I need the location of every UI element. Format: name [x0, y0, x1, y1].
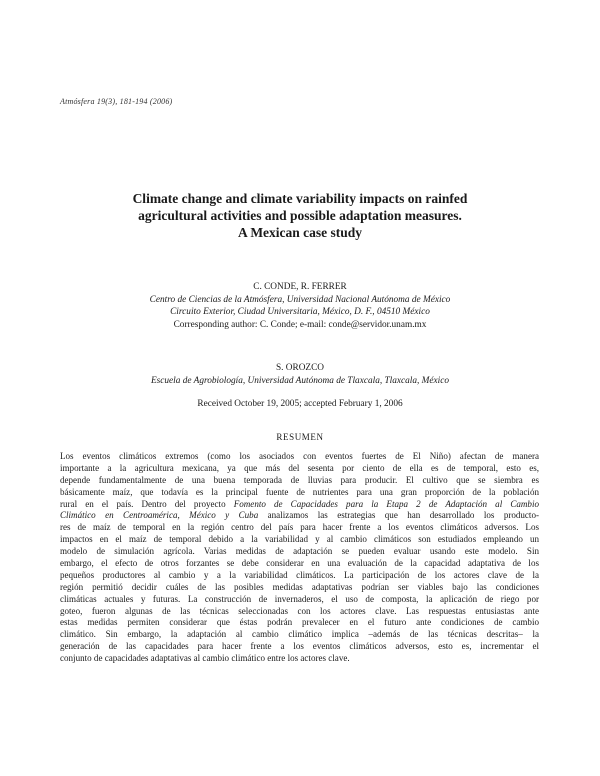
paper-title [60, 190, 540, 241]
title-line-3: A Mexican case study [237, 225, 363, 240]
affiliation-line: Centro de Ciencias de la Atmósfera, Universidad Nacional Autónoma de México [149, 294, 451, 305]
abstract-line: básicamente maíz, que todavía es la principal fuente de nutrientes para una gran proporción de la población [60, 486, 539, 497]
abstract-line: Los eventos climáticos extremos (como los asociados con eventos fuertes de El Niño) afectan de manera [60, 451, 539, 461]
title-line-2: agricultural activities and possible adaptation measures. [138, 208, 462, 223]
abstract-body [60, 451, 539, 665]
abstract-line: climáticas actuales y futuras. La construcción de invernaderos, el uso de composta, la aplicación de riego por [60, 593, 539, 604]
abstract-line: impactos en el maíz de temporal debido a la variabilidad y al cambio climáticos son estudiados empleando un [60, 534, 539, 545]
author-block-1 [60, 281, 540, 331]
correspondence-line: Corresponding author: C. Conde; e-mail: conde@servidor.unam.mx [173, 319, 427, 330]
affiliation-line: Escuela de Agrobiología, Universidad Autónoma de Tlaxcala, Tlaxcala, México [150, 375, 450, 386]
author-names: C. CONDE, R. FERRER [253, 282, 347, 292]
abstract-line: rural en el país. Dentro del proyecto Fomento de Capacidades para la Etapa 2 de Adaptación al Cambio [60, 498, 539, 509]
abstract-line: res de maíz de temporal en la región centro del país para hacer frente a los eventos climáticos adversos. Los [60, 522, 539, 533]
author-block-2 [60, 362, 540, 387]
abstract-line: región permitió decidir cuáles de las posibles medidas adaptativas podrían ser viables bajo las condiciones [60, 581, 539, 592]
abstract-line: climático. Sin embargo, la adaptación al cambio climático implica –además de las técnicas descritas– la [60, 629, 539, 640]
title-line-1: Climate change and climate variability impacts on rainfed [132, 191, 468, 206]
author-names: S. OROZCO [275, 363, 325, 373]
abstract-line: conjunto de capacidades adaptativas al cambio climático entre los actores clave. [60, 653, 350, 664]
abstract-line: pequeños productores al cambio y a la variabilidad climáticos. La participación de los actores clave de la [60, 569, 539, 580]
abstract-line: embargo, el efecto de otros forzantes se debe considerar en una evaluación de la capacidad adaptativa de los [60, 558, 539, 569]
abstract-line: goteo, fueron algunas de las técnicas seleccionadas con los actores clave. Las respuestas entusiastas ante [60, 605, 539, 616]
abstract-line: depende fundamentalmente de una buena temporada de lluvias para producir. El cultivo que se siembra es [60, 474, 539, 485]
abstract-line: generación de las capacidades para hacer frente a los eventos climáticos adversos, esto es, incrementar el [60, 641, 539, 652]
affiliation-address: Circuito Exterior, Ciudad Universitaria, México, D. F., 04510 México [170, 307, 430, 317]
received-dates: Received October 19, 2005; accepted February 1, 2006 [197, 399, 403, 409]
journal-reference: Atmósfera 19(3), 181-194 (2006) [60, 97, 173, 106]
abstract-heading: RESUMEN [276, 432, 324, 442]
abstract-line: Climático en Centroamérica, México y Cuba analizamos las estrategias que han desarrollado los producto- [60, 510, 539, 521]
abstract-line: estas medidas permiten considerar que éstas podrán prevalecer en el futuro ante condiciones de cambio [60, 617, 539, 628]
abstract-line: importante a la agricultura mexicana, ya que más del sesenta por ciento de ella es de temporal, esto es, [60, 462, 539, 473]
abstract-line: modelo de simulación agrícola. Varias medidas de adaptación se pueden evaluar usando este modelo. Sin [60, 546, 539, 557]
